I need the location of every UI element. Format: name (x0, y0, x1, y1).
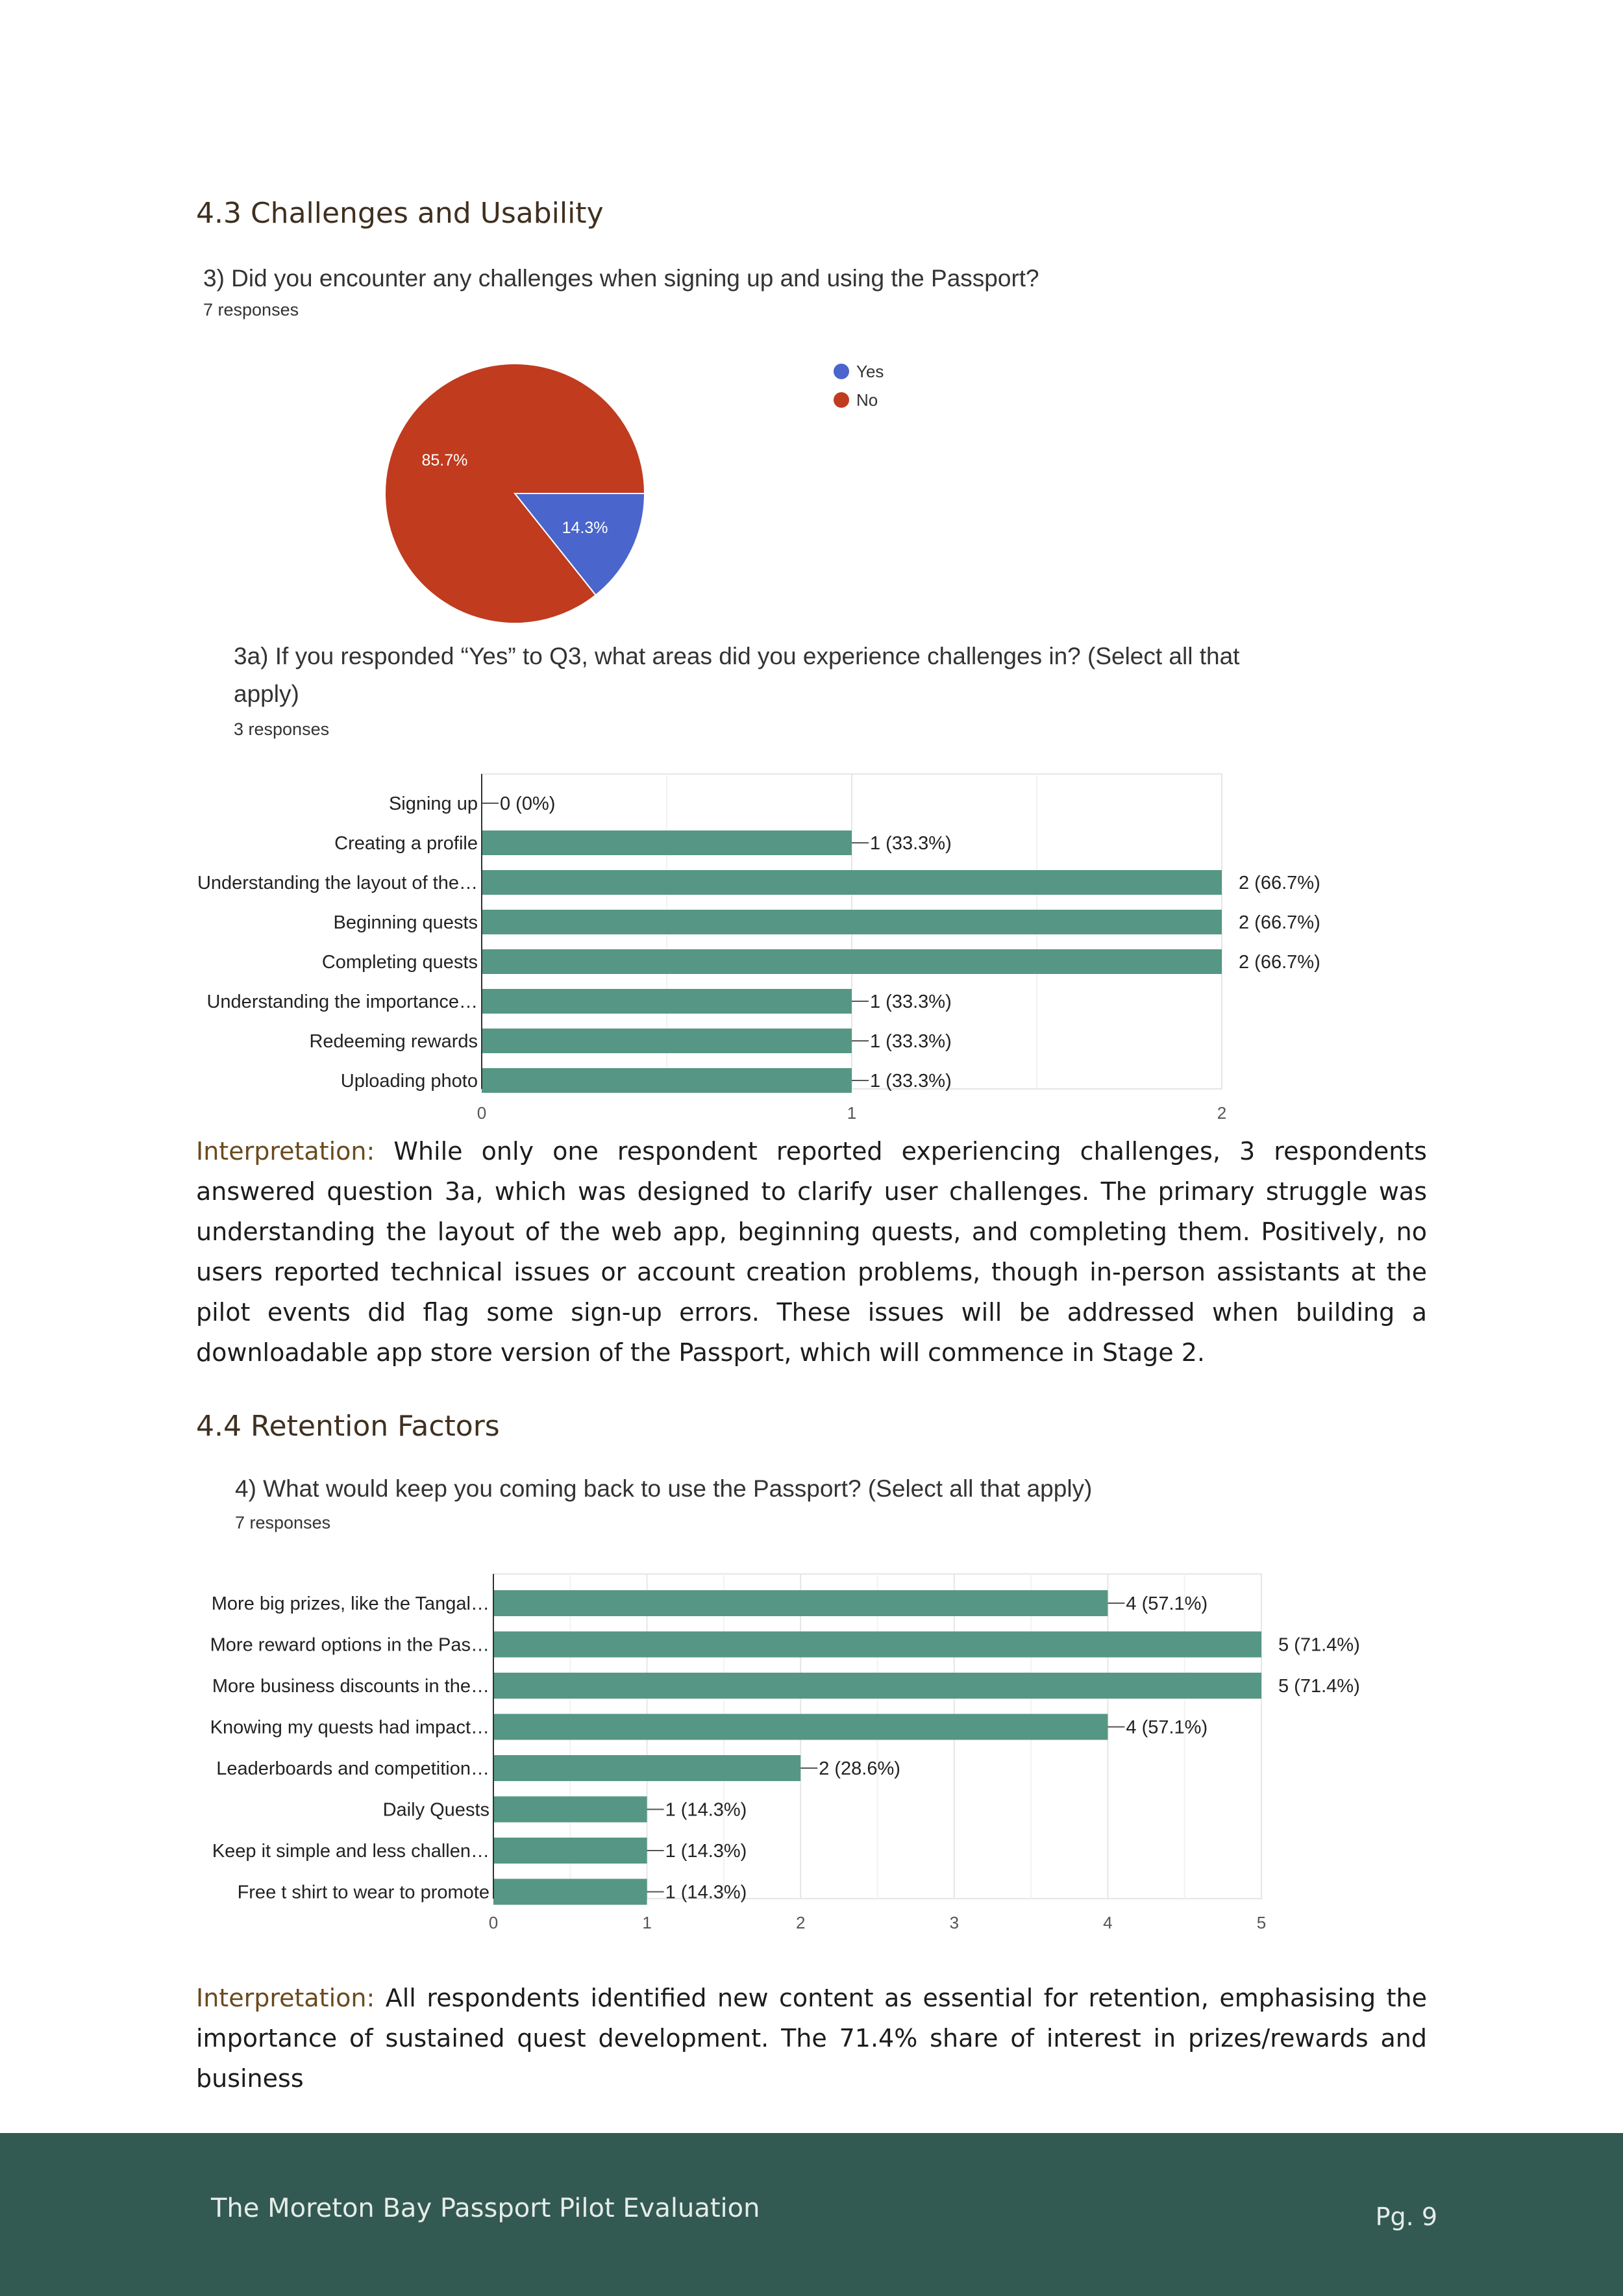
interpretation-label: Interpretation: (196, 1984, 375, 2012)
value-label: 4 (57.1%) (1126, 1593, 1208, 1614)
category-label: More big prizes, like the Tangal… (211, 1593, 489, 1614)
category-label: More business discounts in the… (212, 1676, 489, 1697)
bar (493, 1797, 647, 1823)
legend-label-yes: Yes (856, 362, 884, 381)
category-label: Beginning quests (333, 912, 478, 933)
category-label: Knowing my quests had impact… (210, 1717, 489, 1738)
bar (482, 910, 1222, 934)
bar (493, 1838, 647, 1864)
category-label: Uploading photo (340, 1071, 478, 1092)
page-number: Pg. 9 (1375, 2202, 1437, 2231)
interpretation-retention (196, 1978, 1427, 2099)
value-label: 1 (14.3%) (665, 1799, 747, 1821)
value-label: 2 (66.7%) (1239, 912, 1320, 933)
bar (493, 1714, 1108, 1740)
q4-response-count: 7 responses (235, 1513, 331, 1532)
section-heading-challenges: 4.3 Challenges and Usability (196, 197, 604, 230)
x-tick-label: 0 (477, 1103, 487, 1123)
value-label: 2 (66.7%) (1239, 873, 1320, 893)
bar (493, 1590, 1108, 1616)
value-label: 2 (28.6%) (819, 1758, 900, 1779)
bar (482, 989, 852, 1014)
pie-label-yes: 14.3% (562, 519, 608, 538)
value-label: 1 (14.3%) (665, 1841, 747, 1862)
interpretation-label: Interpretation: (196, 1137, 375, 1166)
q3a-response-count: 3 responses (234, 719, 330, 739)
x-tick-label: 4 (1103, 1913, 1113, 1932)
x-tick-label: 1 (847, 1103, 857, 1123)
interpretation-text: All respondents identified new content as essential for retention, emphasising the importance of sustained quest development. The 71.4% share of interest in prizes/rewards and business (196, 1984, 1427, 2093)
category-label: Understanding the layout of the… (197, 873, 478, 893)
value-label: 1 (14.3%) (665, 1882, 747, 1903)
value-label: 1 (33.3%) (870, 992, 952, 1012)
q3-title: 3) Did you encounter any challenges when signing up and using the Passport? (203, 265, 1039, 292)
x-tick-label: 1 (642, 1913, 652, 1932)
retention-bar-chart (0, 1558, 1461, 1941)
bar (493, 1879, 647, 1905)
category-label: More reward options in the Pas… (210, 1634, 489, 1656)
category-label: Keep it simple and less challen… (212, 1841, 489, 1862)
bar (493, 1632, 1261, 1658)
q4-title: 4) What would keep you coming back to use the Passport? (Select all that apply) (235, 1475, 1093, 1502)
q3-response-count: 7 responses (203, 300, 299, 319)
footer-title: The Moreton Bay Passport Pilot Evaluation (211, 2193, 760, 2223)
x-tick-label: 3 (949, 1913, 960, 1932)
category-label: Creating a profile (334, 833, 478, 854)
category-label: Leaderboards and competition… (216, 1758, 489, 1779)
x-tick-label: 5 (1256, 1913, 1267, 1932)
bar (482, 949, 1222, 974)
challenges-bar-chart (0, 766, 1428, 1130)
bar (493, 1673, 1261, 1699)
value-label: 4 (57.1%) (1126, 1717, 1208, 1738)
category-label: Signing up (388, 793, 478, 814)
category-label: Understanding the importance… (206, 992, 478, 1012)
bar (482, 830, 852, 855)
value-label: 2 (66.7%) (1239, 952, 1320, 973)
legend-dot-yes (834, 364, 849, 379)
x-tick-label: 2 (795, 1913, 806, 1932)
bar (482, 1029, 852, 1053)
bar (482, 870, 1222, 895)
pie-label-no: 85.7% (421, 451, 468, 469)
q3a-title-line1: 3a) If you responded “Yes” to Q3, what areas did you experience challenges in? (Select all that (234, 643, 1240, 669)
legend-label-no: No (856, 390, 878, 410)
bar (482, 1068, 852, 1093)
value-label: 5 (71.4%) (1278, 1676, 1360, 1697)
section-heading-retention: 4.4 Retention Factors (196, 1410, 500, 1443)
interpretation-challenges (196, 1131, 1427, 1373)
interpretation-text: While only one respondent reported experiencing challenges, 3 respondents answered question 3a, which was designed to clarify user challenges. The primary struggle was understanding the layout of the web app, beginning quests, and completing them. Positively, no users reported technical issues or account creation problems, though in-person assistants at the pilot events did flag some sign-up errors. These issues will be addressed when building a downloadable app store version of the Passport, which will commence in Stage 2. (196, 1137, 1427, 1367)
value-label: 0 (0%) (500, 793, 556, 814)
legend-dot-no (834, 392, 849, 408)
category-label: Completing quests (321, 952, 478, 973)
category-label: Redeeming rewards (309, 1031, 478, 1052)
value-label: 5 (71.4%) (1278, 1634, 1360, 1656)
x-tick-label: 0 (488, 1913, 499, 1932)
value-label: 1 (33.3%) (870, 833, 952, 854)
category-label: Free t shirt to wear to promote (237, 1882, 489, 1903)
q3a-title-line2: apply) (234, 680, 299, 707)
category-label: Daily Quests (382, 1799, 489, 1821)
value-label: 1 (33.3%) (870, 1031, 952, 1052)
bar (493, 1755, 800, 1781)
challenges-pie-chart (364, 344, 948, 630)
x-tick-label: 2 (1217, 1103, 1227, 1123)
value-label: 1 (33.3%) (870, 1071, 952, 1092)
